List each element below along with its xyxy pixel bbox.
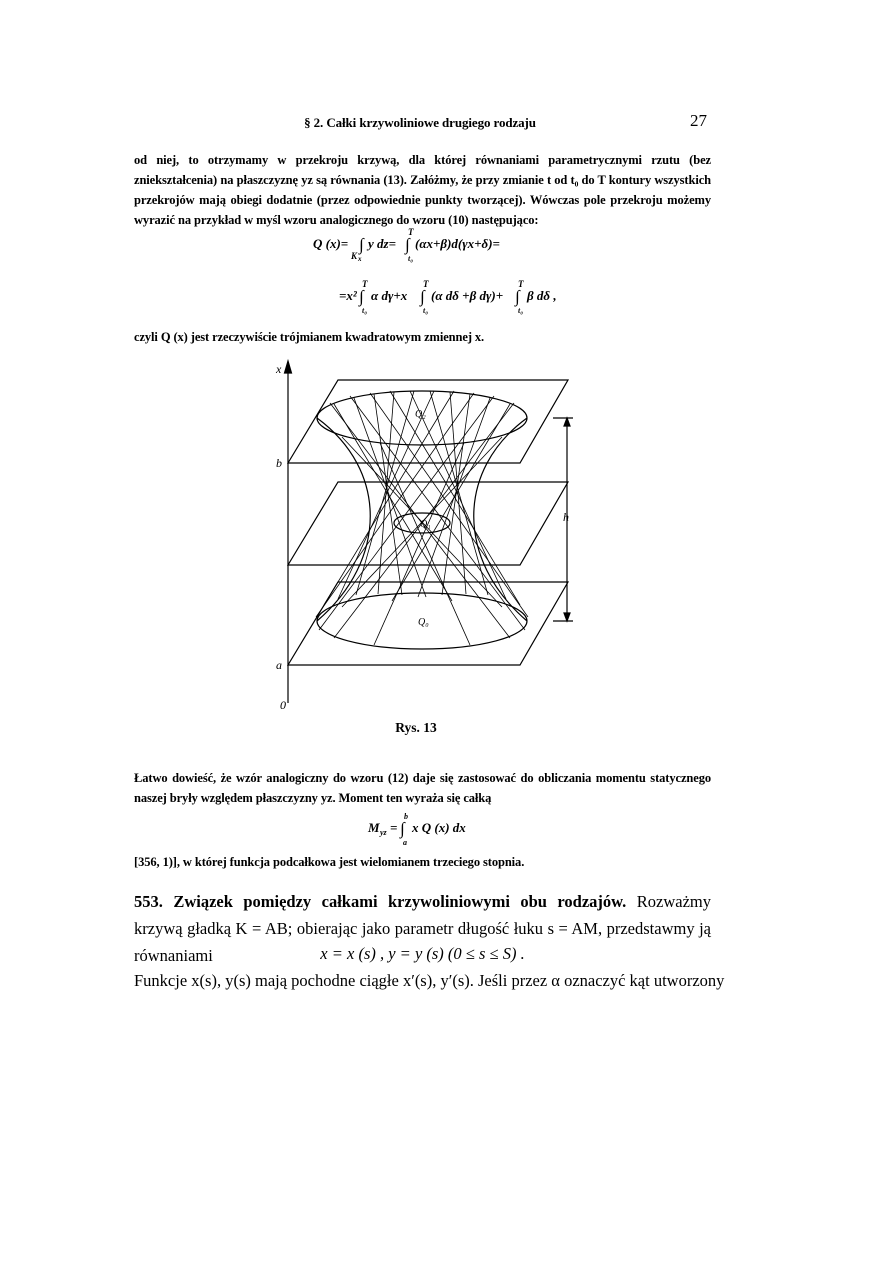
svg-text:T: T xyxy=(423,279,429,289)
svg-text:a: a xyxy=(403,838,407,847)
after-equation-text: czyli Q (x) jest rzeczywiście trójmianem kwadratowym zmiennej x. xyxy=(134,330,485,344)
silhouette-left xyxy=(317,418,370,621)
svg-text:β dδ ,: β dδ , xyxy=(527,288,557,303)
svg-text:=x²: =x² xyxy=(339,288,357,303)
paragraph-3: [356, 1)], w której funkcja podcałkowa jest wielomianem trzeciego stopnia. xyxy=(134,855,525,869)
svg-text:y dz=: y dz= xyxy=(368,236,396,251)
section-553-final-line: Funkcje x(s), y(s) mają pochodne ciągłe x′(s), y′(s). Jeśli przez α oznaczyć kąt utworzony xyxy=(134,971,725,990)
svg-text:α dγ+x: α dγ+x xyxy=(371,288,408,303)
section-553-text: Rozważmy krzywą gładką K = AB; obierając jako parametr długość łuku s = AM, przedstawmy ją równaniami xyxy=(134,892,711,965)
svg-text:(αx+β)d(γx+δ)=: (αx+β)d(γx+δ)= xyxy=(415,236,500,251)
svg-text:∫: ∫ xyxy=(400,819,405,838)
svg-text:T: T xyxy=(408,227,414,237)
svg-text:∫: ∫ xyxy=(359,235,364,254)
axis-label-x: x xyxy=(276,362,282,376)
silhouette-right xyxy=(474,418,527,621)
equation-2 xyxy=(360,810,500,850)
hyperboloid-figure-svg xyxy=(270,355,590,715)
label-q-bot: Q₀ xyxy=(418,617,429,628)
svg-text:T: T xyxy=(362,279,368,289)
svg-text:=: = xyxy=(390,820,398,835)
paragraph-2: Łatwo dowieść, że wzór analogiczny do wzoru (12) daje się zastosować do obliczania momentu statycznego naszej bryły względem płaszczyzny yz. Moment ten wyraża się całką xyxy=(134,771,711,805)
equation-2-svg xyxy=(360,810,500,850)
svg-text:t₀: t₀ xyxy=(408,254,414,263)
page-number: 27 xyxy=(690,111,707,130)
generators xyxy=(316,391,528,645)
svg-text:x Q (x) dx: x Q (x) dx xyxy=(412,820,466,835)
svg-text:∫: ∫ xyxy=(359,287,364,306)
svg-text:K: K xyxy=(351,251,358,261)
label-q-top: Q₂ xyxy=(415,409,426,420)
label-origin: 0 xyxy=(280,698,286,712)
svg-text:t₀: t₀ xyxy=(518,306,524,315)
svg-text:b: b xyxy=(404,812,408,821)
equation-1-svg xyxy=(305,226,625,318)
svg-text:Q (x)=: Q (x)= xyxy=(313,236,349,251)
svg-text:x: x xyxy=(358,255,362,263)
equation-1 xyxy=(305,226,625,318)
svg-text:(α dδ +β dγ)+: (α dδ +β dγ)+ xyxy=(431,288,504,303)
svg-text:∫: ∫ xyxy=(515,287,520,306)
section-header: § 2. Całki krzywoliniowe drugiego rodzaju xyxy=(304,115,536,130)
x-axis-arrow xyxy=(285,361,292,373)
svg-text:t₀: t₀ xyxy=(423,306,429,315)
section-553-heading: 553. Związek pomiędzy całkami krzywoliniowymi obu rodzajów. xyxy=(134,892,627,911)
figure-caption: Rys. 13 xyxy=(395,720,437,735)
svg-text:M: M xyxy=(368,820,380,835)
label-q-mid: Q₁ xyxy=(420,519,431,530)
label-a: a xyxy=(276,658,282,672)
svg-text:T: T xyxy=(518,279,524,289)
svg-text:t₀: t₀ xyxy=(362,306,368,315)
label-h: h xyxy=(563,510,569,524)
figure-hyperboloid xyxy=(270,355,590,715)
svg-text:∫: ∫ xyxy=(420,287,425,306)
section-553-equation: x = x (s) , y = y (s) (0 ≤ s ≤ S) . xyxy=(320,944,525,963)
svg-text:yz: yz xyxy=(380,828,387,837)
svg-text:∫: ∫ xyxy=(405,235,410,254)
label-b: b xyxy=(276,456,282,470)
intro-paragraph: od niej, to otrzymamy w przekroju krzywą, dla której równaniami parametrycznymi rzutu (bez zniekształcenia) na płaszczyznę yz są równania (13). Załóżmy, że przy zmianie t od t₀ do T kontury wszystkich przekrojów mają obiegi dodatnie (przez odpowiednie punkty tworzącej). Wówczas pole przekroju możemy wyrazić na przykład w myśl wzoru analogicznego do wzoru (10) następująco: xyxy=(134,153,711,227)
